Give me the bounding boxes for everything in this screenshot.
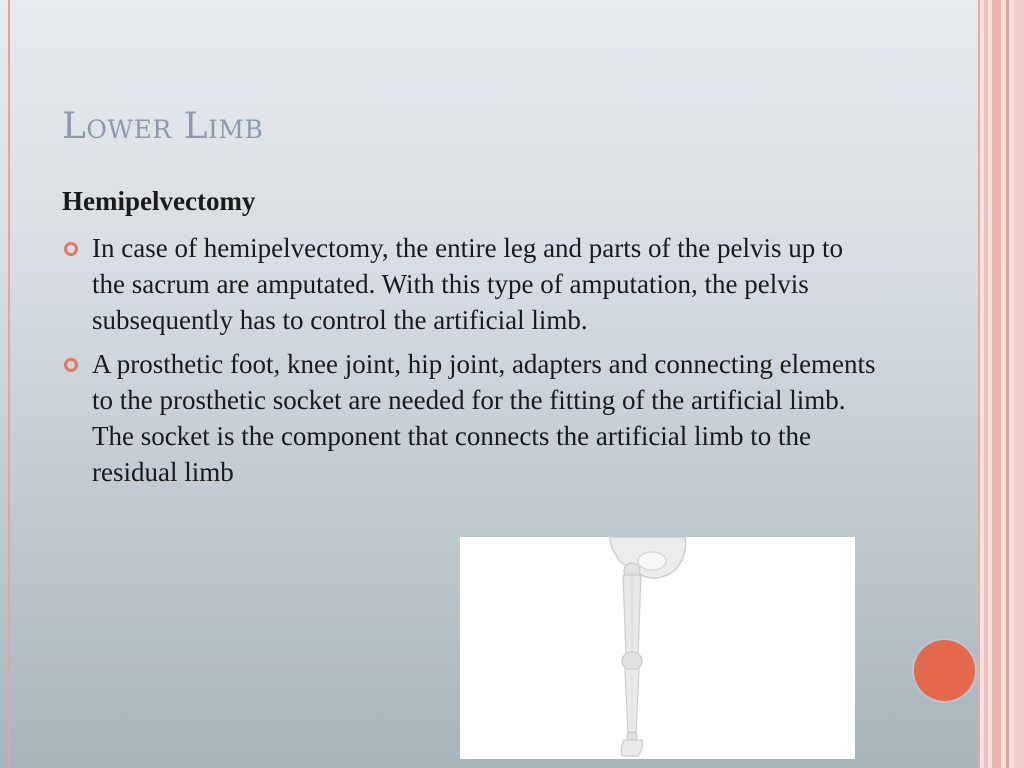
bullet-text: In case of hemipelvectomy, the entire leg and parts of the pelvis up to the sacrum are amputated. With this type of amputation, the pelvis subsequently has to control the artificial limb. — [92, 233, 844, 335]
bullet-list — [62, 230, 882, 498]
prosthetic-leg-figure — [460, 537, 855, 759]
bullet-circle-icon — [64, 242, 78, 256]
bullet-circle-icon — [64, 358, 78, 372]
slide-title: Lower Limb — [62, 106, 264, 147]
slide-subheading: Hemipelvectomy — [62, 186, 256, 216]
decorative-accent-circle — [914, 640, 975, 701]
right-decorative-stripes — [978, 0, 1024, 768]
prosthetic-leg-illustration-icon — [460, 537, 855, 759]
left-border-line — [8, 0, 10, 768]
bullet-item — [62, 230, 882, 338]
bullet-text: A prosthetic foot, knee joint, hip joint, adapters and connecting elements to the prosthetic socket are needed for the fitting of the artificial limb. The socket is the component that connects the artificial limb to the residual limb — [92, 349, 876, 487]
bullet-item — [62, 346, 882, 490]
